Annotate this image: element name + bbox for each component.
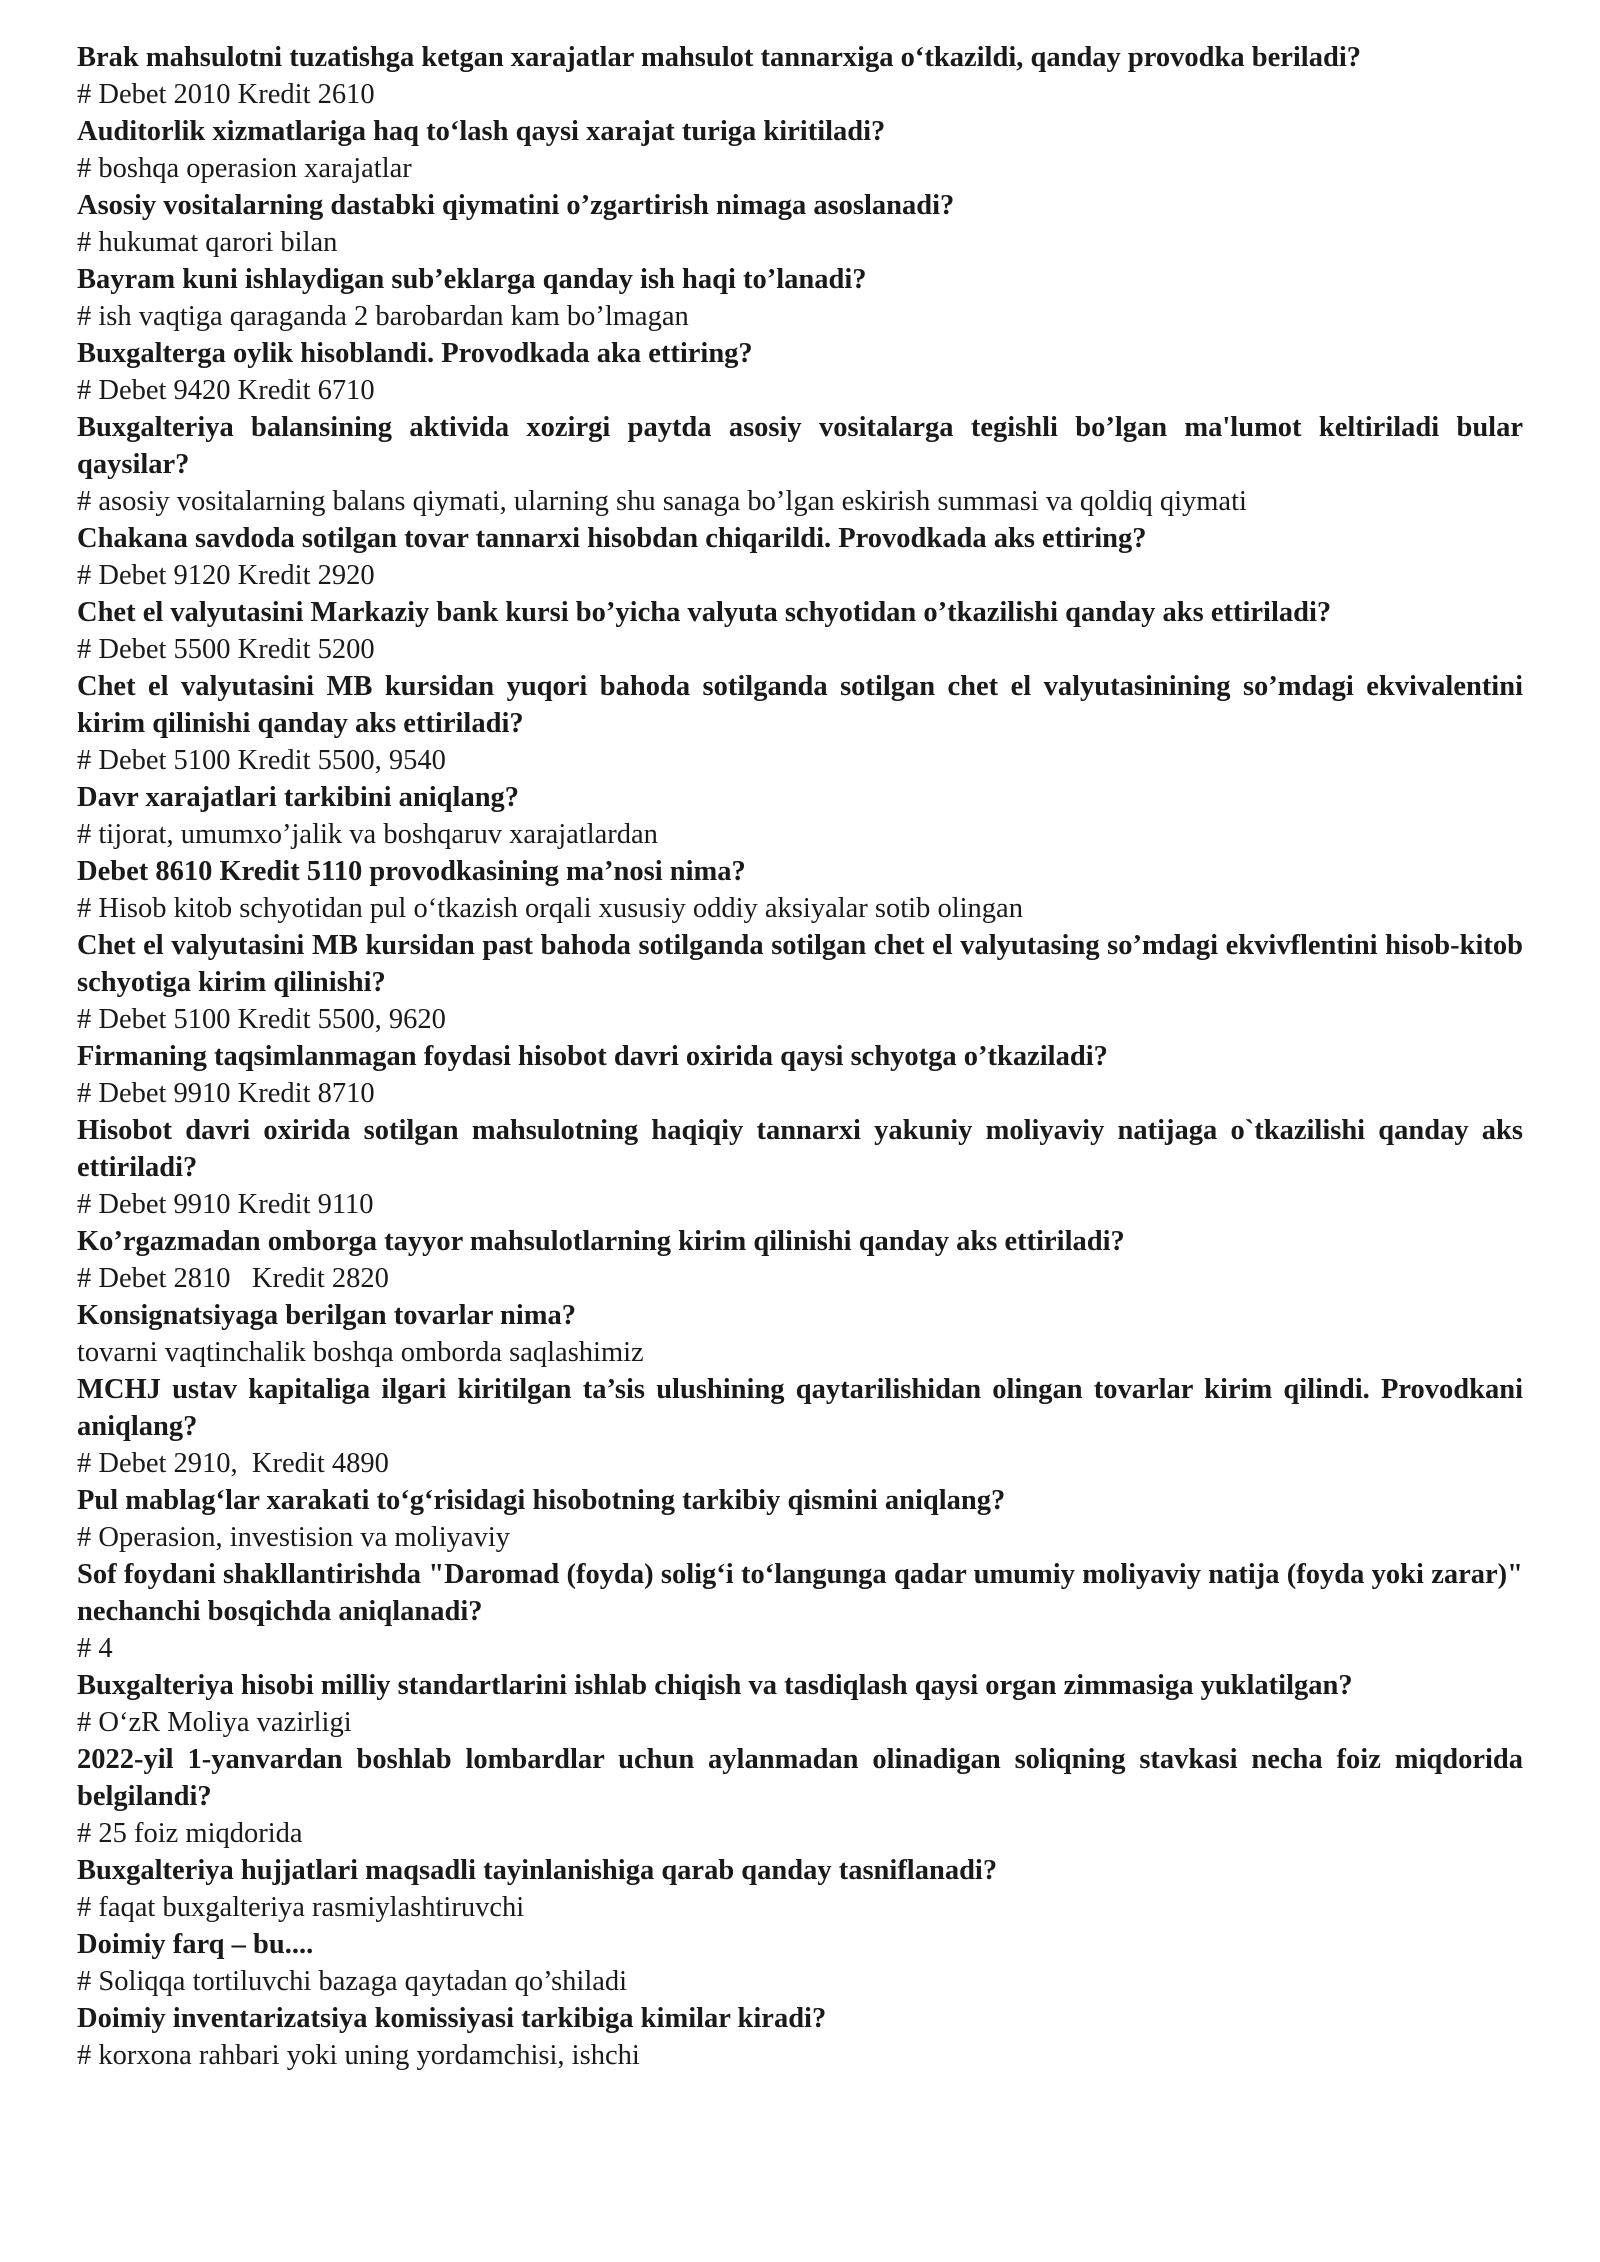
question-text: Doimiy inventarizatsiya komissiyasi tarkibiga kimilar kiradi? (77, 2003, 827, 2034)
answer-text: # Debet 9120 Kredit 2920 (77, 560, 375, 591)
question-text: Pul mablag‘lar xarakati to‘g‘risidagi hisobotning tarkibiy qismini aniqlang? (77, 1485, 1006, 1516)
answer-text: # Debet 2010 Kredit 2610 (77, 79, 375, 110)
qa-item-12 (77, 927, 1523, 1038)
qa-item-10 (77, 779, 1523, 853)
answer-text: # Debet 9420 Kredit 6710 (77, 375, 375, 406)
qa-item-14 (77, 1112, 1523, 1223)
qa-item-4 (77, 261, 1523, 335)
answer-text: # Debet 2810 Kredit 2820 (77, 1263, 389, 1294)
question-text: Debet 8610 Kredit 5110 provodkasining ma’nosi nima? (77, 856, 746, 887)
qa-item-23 (77, 1926, 1523, 2000)
qa-item-22 (77, 1852, 1523, 1926)
answer-text: # Hisob kitob schyotidan pul o‘tkazish orqali xususiy oddiy aksiyalar sotib olingan (77, 893, 1023, 924)
question-text: Chet el valyutasini MB kursidan yuqori bahoda sotilganda sotilgan chet el valyutasinining so’mdagi ekvivalentini kirim qilinishi qanday aks ettiriladi? (77, 671, 1523, 739)
question-text: Konsignatsiyaga berilgan tovarlar nima? (77, 1300, 577, 1331)
question-text: Buxgalteriya hujjatlari maqsadli tayinlanishiga qarab qanday tasniflanadi? (77, 1855, 998, 1886)
question-text: Asosiy vositalarning dastabki qiymatini o’zgartirish nimaga asoslanadi? (77, 190, 955, 221)
qa-item-11 (77, 853, 1523, 927)
answer-text: # boshqa operasion xarajatlar (77, 153, 412, 184)
answer-text: # Debet 9910 Kredit 8710 (77, 1078, 375, 1109)
question-text: Auditorlik xizmatlariga haq to‘lash qaysi xarajat turiga kiritiladi? (77, 116, 886, 147)
question-text: Chet el valyutasini MB kursidan past bahoda sotilganda sotilgan chet el valyutasing so’mdagi ekvivflentini hisob-kitob schyotiga kirim qilinishi? (77, 930, 1523, 998)
answer-text: # Debet 2910, Kredit 4890 (77, 1448, 389, 1479)
answer-text: # O‘zR Moliya vazirligi (77, 1707, 352, 1738)
qa-item-17 (77, 1371, 1523, 1482)
answer-text: # Debet 5100 Kredit 5500, 9540 (77, 745, 446, 776)
answer-text: # tijorat, umumxo’jalik va boshqaruv xarajatlardan (77, 819, 658, 850)
qa-item-3 (77, 187, 1523, 261)
question-text: 2022-yil 1-yanvardan boshlab lombardlar uchun aylanmadan olinadigan soliqning stavkasi necha foiz miqdorida belgilandi? (77, 1744, 1523, 1812)
qa-item-7 (77, 520, 1523, 594)
question-text: Chakana savdoda sotilgan tovar tannarxi hisobdan chiqarildi. Provodkada aks ettiring? (77, 523, 1147, 554)
question-text: Buxgalterga oylik hisoblandi. Provodkada aka ettiring? (77, 338, 753, 369)
document-page (77, 39, 1523, 2074)
answer-text: # Debet 5500 Kredit 5200 (77, 634, 375, 665)
question-text: Bayram kuni ishlaydigan sub’eklarga qanday ish haqi to’lanadi? (77, 264, 867, 295)
question-text: Chet el valyutasini Markaziy bank kursi bo’yicha valyuta schyotidan o’tkazilishi qanday aks ettiriladi? (77, 597, 1332, 628)
qa-item-19 (77, 1556, 1523, 1667)
question-text: Buxgalteriya balansining aktivida xozirgi paytda asosiy vositalarga tegishli bo’lgan ma'lumot keltiriladi bular qaysilar? (77, 412, 1523, 480)
qa-item-8 (77, 594, 1523, 668)
answer-text: # ish vaqtiga qaraganda 2 barobardan kam bo’lmagan (77, 301, 689, 332)
answer-text: # hukumat qarori bilan (77, 227, 338, 258)
question-text: Buxgalteriya hisobi milliy standartlarini ishlab chiqish va tasdiqlash qaysi organ zimmasiga yuklatilgan? (77, 1670, 1353, 1701)
answer-text: # Debet 9910 Kredit 9110 (77, 1189, 374, 1220)
qa-item-9 (77, 668, 1523, 779)
question-text: Sof foydani shakllantirishda "Daromad (foyda) solig‘i to‘langunga qadar umumiy moliyaviy natija (foyda yoki zarar)" nechanchi bosqichda aniqlanadi? (77, 1559, 1523, 1627)
qa-item-5 (77, 335, 1523, 409)
qa-item-18 (77, 1482, 1523, 1556)
question-text: Hisobot davri oxirida sotilgan mahsulotning haqiqiy tannarxi yakuniy moliyaviy natijaga o`tkazilishi qanday aks ettiriladi? (77, 1115, 1523, 1183)
qa-item-24 (77, 2000, 1523, 2074)
answer-text: # Soliqqa tortiluvchi bazaga qaytadan qo’shiladi (77, 1966, 628, 1997)
qa-item-13 (77, 1038, 1523, 1112)
qa-item-16 (77, 1297, 1523, 1371)
question-text: Davr xarajatlari tarkibini aniqlang? (77, 782, 520, 813)
question-text: Doimiy farq – bu.... (77, 1929, 314, 1960)
answer-text: # asosiy vositalarning balans qiymati, ularning shu sanaga bo’lgan eskirish summasi va qoldiq qiymati (77, 486, 1247, 517)
question-text: MCHJ ustav kapitaliga ilgari kiritilgan ta’sis ulushining qaytarilishidan olingan tovarlar kirim qilindi. Provodkani aniqlang? (77, 1374, 1523, 1442)
qa-item-6 (77, 409, 1523, 520)
qa-item-2 (77, 113, 1523, 187)
answer-text: tovarni vaqtinchalik boshqa omborda saqlashimiz (77, 1337, 644, 1368)
answer-text: # Debet 5100 Kredit 5500, 9620 (77, 1004, 446, 1035)
question-text: Firmaning taqsimlanmagan foydasi hisobot davri oxirida qaysi schyotga o’tkaziladi? (77, 1041, 1108, 1072)
answer-text: # 4 (77, 1633, 113, 1664)
qa-item-1 (77, 39, 1523, 113)
qa-item-15 (77, 1223, 1523, 1297)
question-text: Ko’rgazmadan omborga tayyor mahsulotlarning kirim qilinishi qanday aks ettiriladi? (77, 1226, 1125, 1257)
answer-text: # korxona rahbari yoki uning yordamchisi, ishchi (77, 2040, 640, 2071)
qa-item-21 (77, 1741, 1523, 1852)
answer-text: # Operasion, investision va moliyaviy (77, 1522, 510, 1553)
answer-text: # 25 foiz miqdorida (77, 1818, 303, 1849)
question-text: Brak mahsulotni tuzatishga ketgan xarajatlar mahsulot tannarxiga o‘tkazildi, qanday provodka beriladi? (77, 42, 1361, 73)
answer-text: # faqat buxgalteriya rasmiylashtiruvchi (77, 1892, 525, 1923)
qa-item-20 (77, 1667, 1523, 1741)
